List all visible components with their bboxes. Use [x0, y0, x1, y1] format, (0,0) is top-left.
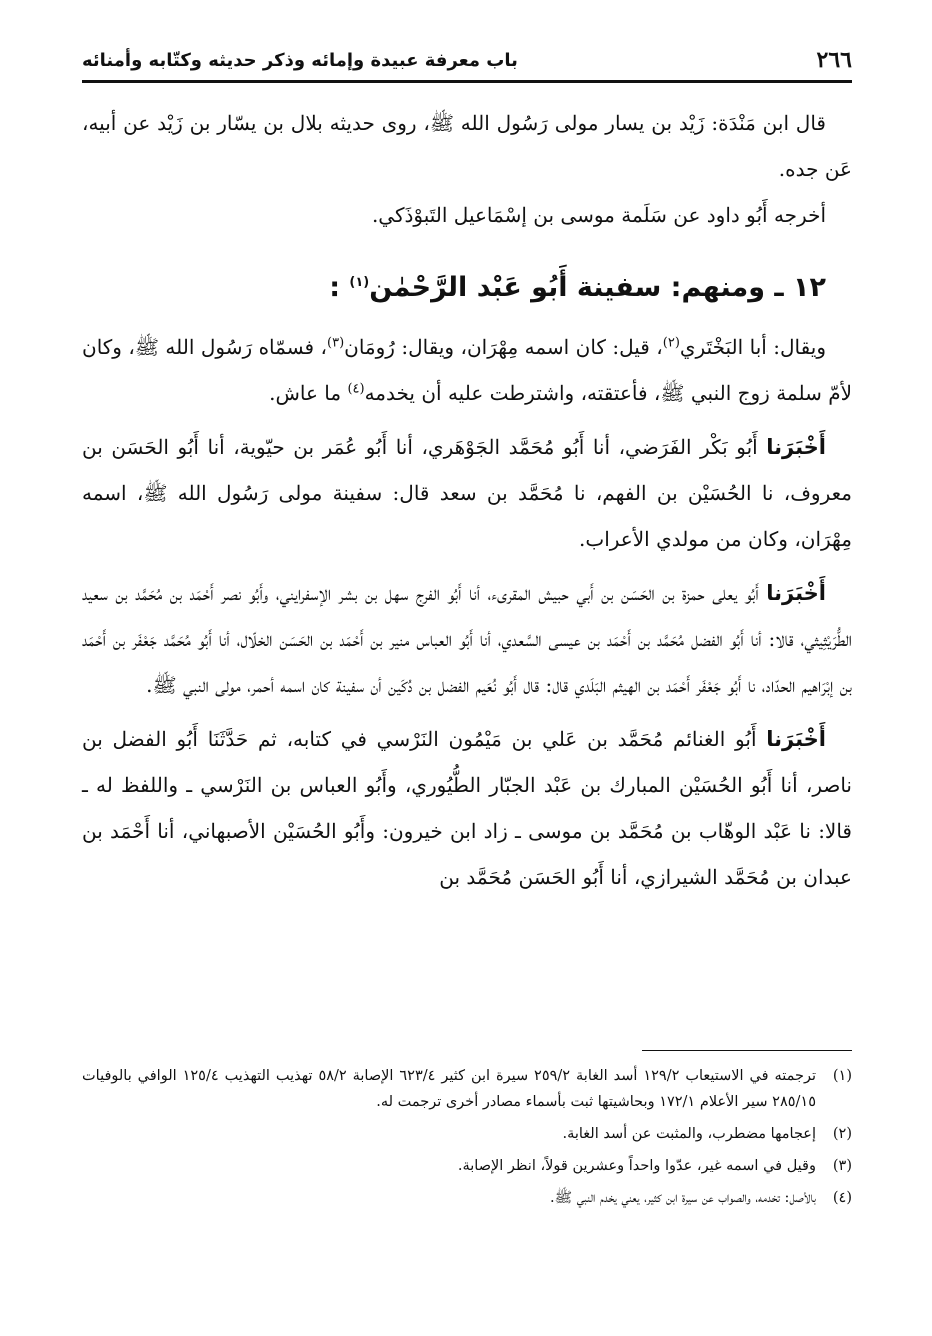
names-part-d: ما عاش. [269, 381, 348, 405]
footnote-number: (٤) [832, 1190, 852, 1206]
footnote-text: إعجامها مضطرب، والمثبت عن أسد الغابة. [562, 1126, 816, 1142]
page-header [82, 40, 852, 83]
paragraph-narration-2 [82, 570, 852, 708]
names-part-c: ، فسمّاه رَسُول الله ﷺ، وكان لأمّ سلمة زوج النبي ﷺ، فأعتقته، واشترطت عليه أن يخدمه [82, 335, 852, 405]
paragraph-ibn-manda: قال ابن مَنْدَة: زَيْد بن يسار مولى رَسُول الله ﷺ، روى حديثه بلال بن يسّار بن زَيْد عن أبيه، عَن جده. [82, 111, 852, 181]
names-part-a: ويقال: أبا البَخْتَري [679, 335, 826, 359]
footnote-1 [82, 1063, 852, 1115]
footnote-number: (٢) [832, 1126, 852, 1142]
footnote-ref-2[interactable]: (٢) [662, 335, 680, 351]
akhbarana-label: أَخْبَرَنا [766, 435, 826, 459]
footnote-number: (١) [832, 1068, 852, 1084]
footnote-ref-4[interactable]: (٤) [347, 381, 365, 397]
paragraph-names [82, 324, 852, 416]
footnote-text: ترجمته في الاستيعاب ١٢٩/٢ أسد الغابة ٢٥٩/٢ سيرة ابن كثير ٦٢٣/٤ الإصابة ٥٨/٢ تهذيب التهذيب ١٢٥/٤ الوافي بالوفيات ٢٨٥/١٥ سير الأعلام ١٧٢/١ وبحاشيتها ثبت بأسماء مصادر أخرى ترجمت له. [82, 1068, 816, 1110]
footnote-number: (٣) [832, 1158, 852, 1174]
entry-heading-text: ١٢ ـ ومنهم: سفينة أَبُو عَبْد الرَّحْمٰن [369, 272, 826, 303]
paragraph-narration-1 [82, 424, 852, 562]
akhbarana-label: أَخْبَرَنا [766, 581, 826, 605]
entry-heading [82, 260, 852, 316]
main-text [82, 100, 852, 900]
footnote-2 [82, 1121, 852, 1147]
footnote-3 [82, 1153, 852, 1179]
narration-2-text: أَبُو يعلى حمزة بن الحَسَن بن أَبي حبيش المقرىء، أنا أَبُو الفرج سهل بن بشر الإسفرايني، وأَبُو نصر أَحْمَد بن مُحَمَّد بن سعيد الطُّرَيْثِيثي، قالا: أنا أَبُو الفضل مُحَمَّد بن أَحْمَد بن عيسى السَّعدي، أنا أَبُو العباس منير بن أَحْمَد بن الحَسَن الخلّال، أنا أَبُو مُحَمَّد جَعْفَر بن أَحْمَد بن إبْرَاهيم الحدّاد، نا أَبُو جَعْفَر أَحْمَد بن الهيثم البَلَدي قال: قال أَبُو نُعَيم الفضل بن دُكَين أن سفينة كان اسمه أحمر، مولى النبي ﷺ. [82, 581, 852, 697]
paragraph-abu-dawud: أخرجه أَبُو داود عن سَلَمة موسى بن إسْمَاعيل التَبوْذَكي. [371, 203, 826, 227]
footnote-text: بالأصل: تخدمه، والصواب عن سيرة ابن كثير، يعني يخدم النبي ﷺ. [549, 1190, 816, 1206]
narration-1-text: أَبُو بَكْر الفَرَضي، أنا أَبُو مُحَمَّد الجَوْهَري، أنا أَبُو عُمَر بن حيّوية، أنا أَبُو الحَسَن بن معروف، نا الحُسَيْن بن الفهم، نا مُحَمَّد بن سعد قال: سفينة مولى رَسُول الله ﷺ، اسمه مِهْرَان، وكان من مولدي الأعراب. [82, 435, 852, 551]
page-number: ٢٦٦ [816, 47, 852, 73]
entry-heading-colon: : [329, 272, 340, 303]
footnotes [82, 1050, 852, 1217]
running-title: باب معرفة عبيدة وإمائه وذكر حديثه وكتّابه وأمنائه [82, 49, 518, 71]
footnote-ref-1[interactable]: (١) [349, 275, 370, 290]
narration-3-text: أَبُو الغنائم مُحَمَّد بن عَلي بن مَيْمُون النَرْسي في كتابه، ثم حَدَّثَنَا أَبُو الفضل بن ناصر، أنا أَبُو الحُسَيْن المبارك بن عَبْد الجبّار الطُّيُوري، وأَبُو العباس بن النَرْسي ـ واللفظ له ـ قالا: نا عَبْد الوهّاب بن مُحَمَّد بن موسى ـ زاد ابن خيرون: وأَبُو الحُسَيْن الأصبهاني، أنا أَحْمَد بن عبدان بن مُحَمَّد الشيرازي، أنا أَبُو الحَسَن مُحَمَّد بن [82, 727, 852, 889]
akhbarana-label: أَخْبَرَنا [766, 727, 827, 751]
footnote-4 [82, 1185, 852, 1211]
footnote-text: وقيل في اسمه غير، عدّوا واحداً وعشرين قولاً، انظر الإصابة. [457, 1158, 816, 1174]
footnote-ref-3[interactable]: (٣) [327, 335, 345, 351]
paragraph-narration-3 [82, 716, 852, 900]
names-part-b: ، قيل: كان اسمه مِهْرَان، ويقال: رُومَان [344, 335, 663, 359]
footnote-divider [642, 1050, 852, 1051]
